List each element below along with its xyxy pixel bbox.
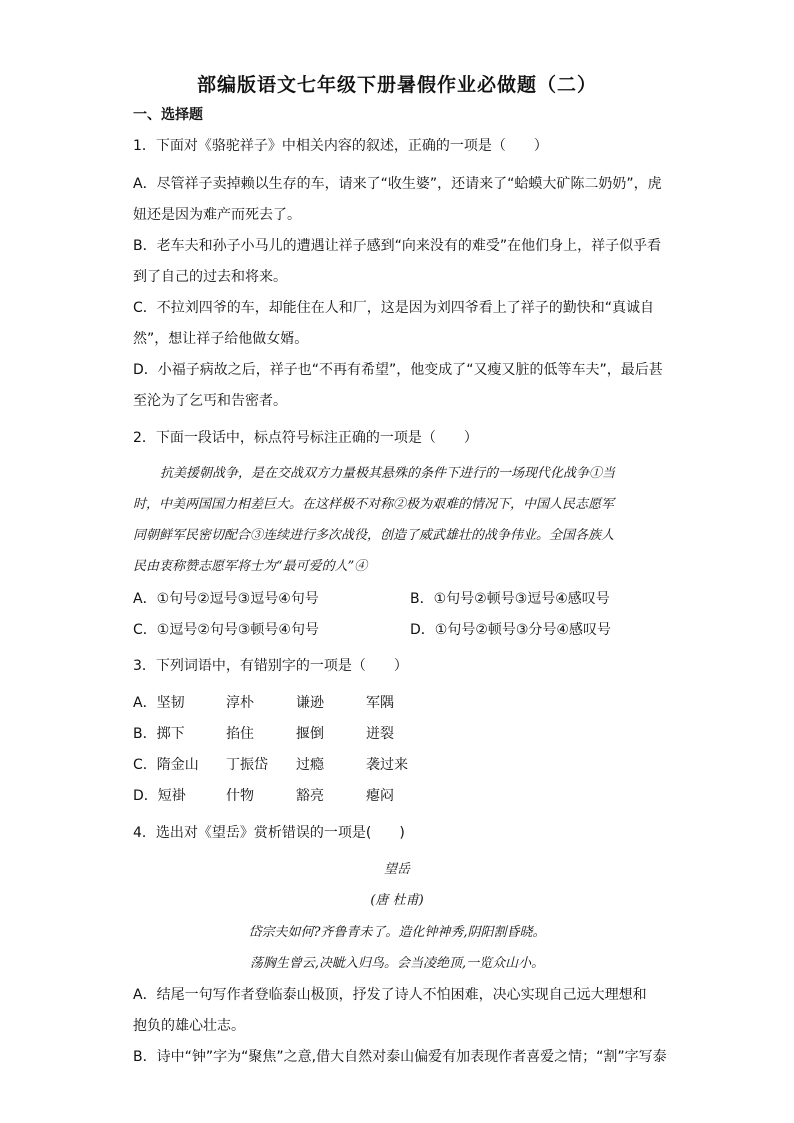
question-1-stem: 1．下面对《骆驼祥子》中相关内容的叙述，正确的一项是（ ）: [133, 138, 548, 154]
question-4-option-b: B．诗中“钟”字为“聚焦”之意,借大自然对泰山偏爱有加表现作者喜爱之情；“割”字写泰: [133, 1049, 667, 1065]
question-4-option-a: A．结尾一句写作者登临泰山极顶，抒发了诗人不怕困难，决心实现自己远大理想和: [133, 987, 647, 1003]
question-1-option-a-cont: 妞还是因为难产而死去了。: [133, 207, 301, 223]
word-option: 豁亮: [296, 788, 324, 804]
word-option: 淳朴: [226, 695, 254, 711]
word-option: 什物: [226, 788, 254, 804]
poem-line: 岱宗夫如何?齐鲁青未了。造化钟神秀,阴阳割昏晓。: [248, 925, 546, 940]
word-option: A．坚韧: [133, 695, 185, 711]
word-option: 过瘾: [296, 757, 324, 773]
passage-line: 民由衷称赞志愿军将士为“最可爱的人”④: [133, 559, 368, 574]
question-2-stem: 2．下面一段话中，标点符号标注正确的一项是（ ）: [133, 430, 478, 446]
word-option: D．短褂: [133, 788, 186, 804]
page-title: 部编版语文七年级下册暑假作业必做题（二）: [196, 74, 597, 96]
question-4-option-a-cont: 抱负的雄心壮志。: [133, 1018, 245, 1034]
question-4-stem: 4．选出对《望岳》赏析错误的一项是( ): [133, 825, 405, 841]
word-option: 揠倒: [296, 726, 324, 742]
word-option: B．掷下: [133, 726, 185, 742]
question-1-option-b-cont: 到了自己的过去和将来。: [133, 269, 287, 285]
word-option: 丁振岱: [226, 757, 268, 773]
word-option: C．隋金山: [133, 757, 199, 773]
passage-line: 同朝鲜军民密切配合③连续进行多次战役，创造了威武雄壮的战争伟业。全国各族人: [133, 528, 615, 543]
question-2-option-c: C．①逗号②句号③顿号④句号: [133, 622, 319, 638]
passage-line: 时，中美两国国力相差巨大。在这样极不对称②极为艰难的情况下，中国人民志愿军: [133, 497, 615, 512]
question-3-stem: 3．下列词语中，有错别字的一项是（ ）: [133, 658, 408, 674]
poem-author: (唐 杜甫): [370, 893, 424, 908]
question-1-option-c-cont: 然”，想让祥子给他做女婿。: [133, 331, 309, 347]
word-option: 迸裂: [366, 726, 394, 742]
word-option: 袭过来: [366, 757, 408, 773]
word-option: 瘪闷: [366, 788, 394, 804]
word-option: 谦逊: [296, 695, 324, 711]
poem-line: 荡胸生曾云,决眦入归鸟。会当凌绝顶,一览众山小。: [249, 956, 545, 971]
question-2-option-b: B．①句号②顿号③逗号④感叹号: [410, 591, 610, 607]
word-option: 掐住: [226, 726, 254, 742]
question-2-option-a: A．①句号②逗号③逗号④句号: [133, 591, 319, 607]
question-1-option-a: A．尽管祥子卖掉赖以生存的车，请来了“收生婆”，还请来了“蛤蟆大矿陈二奶奶”，虎: [133, 176, 662, 192]
word-option: 军隅: [366, 695, 394, 711]
question-1-option-c: C．不拉刘四爷的车，却能住在人和厂，这是因为刘四爷看上了祥子的勤快和“真诚自: [133, 300, 655, 316]
poem-title: 望岳: [383, 862, 410, 877]
question-1-option-d: D．小福子病故之后，祥子也“不再有希望”，他变成了“又瘦又脏的低等车夫”，最后甚: [133, 362, 663, 378]
passage-line: 抗美援朝战争，是在交战双方力量极其悬殊的条件下进行的一场现代化战争①当: [160, 466, 616, 481]
question-1-option-b: B．老车夫和孙子小马儿的遭遇让祥子感到“向来没有的难受”在他们身上，祥子似乎看: [133, 238, 662, 254]
question-2-option-d: D．①句号②顿号③分号④感叹号: [410, 622, 611, 638]
section-heading: 一、选择题: [133, 107, 203, 123]
question-1-option-d-cont: 至沦为了乞丐和告密者。: [133, 393, 287, 409]
